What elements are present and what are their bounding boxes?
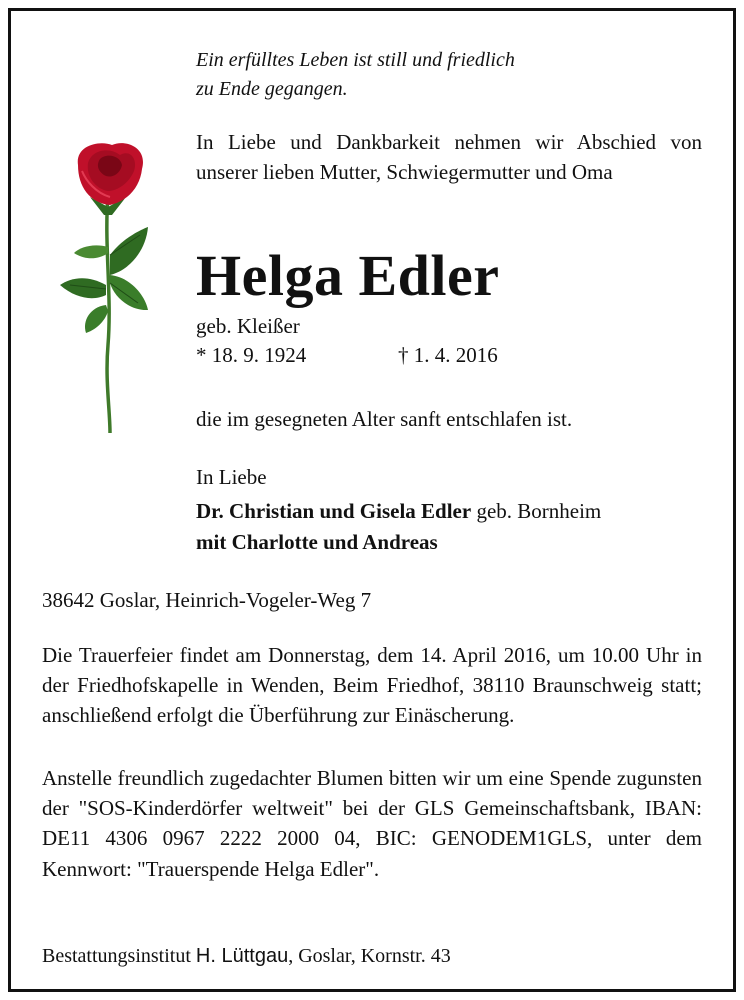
funeral-prefix: Bestattungsinstitut [42, 945, 196, 967]
maiden-name: geb. Kleißer [196, 314, 300, 338]
deceased-name: Helga Edler [196, 243, 500, 308]
ceremony-text: Die Trauerfeier findet am Donnerstag, dem 14. April 2016, um 10.00 Uhr in der Friedhofskapelle in Wenden, Beim Friedhof, 38110 Braunschweig statt; anschließend erfolgt die Überführung zur Einäscherung. [42, 643, 702, 728]
intro-text: In Liebe und Dankbarkeit nehmen wir Abschied von unserer lieben Mutter, Schwiegermutter und Oma [196, 130, 702, 184]
motto-line-2: zu Ende gegangen. [196, 78, 348, 100]
birth-date: * 18. 9. 1924 [196, 343, 307, 367]
death-date: † 1. 4. 2016 [398, 343, 498, 367]
funeral-home [42, 942, 451, 970]
funeral-name: H. Lüttgau [195, 945, 289, 967]
family-names: Dr. Christian und Gisela Edler [196, 499, 472, 523]
motto-line-1: Ein erfülltes Leben ist still und friedlich [196, 49, 515, 71]
funeral-suffix: , Goslar, Kornstr. 43 [288, 945, 451, 967]
peaceful-text: die im gesegneten Alter sanft entschlafen ist. [196, 407, 573, 431]
in-love-text: In Liebe [196, 465, 267, 489]
donation-text: Anstelle freundlich zugedachter Blumen bitten wir um eine Spende zugunsten der "SOS-Kinderdörfer weltweit" bei der GLS Gemeinschaftsbank, IBAN: DE11 4306 0967 2222 2000 04, BIC: GENODEM1GLS, unter dem Kennwort: "Trauerspende Helga Edler". [42, 766, 702, 881]
family-children: mit Charlotte und Andreas [196, 530, 438, 554]
address: 38642 Goslar, Heinrich-Vogeler-Weg 7 [42, 588, 372, 612]
rose-image [30, 135, 160, 435]
family-suffix: geb. Bornheim [471, 499, 602, 523]
family-line-1 [196, 496, 601, 526]
motto [196, 46, 515, 104]
